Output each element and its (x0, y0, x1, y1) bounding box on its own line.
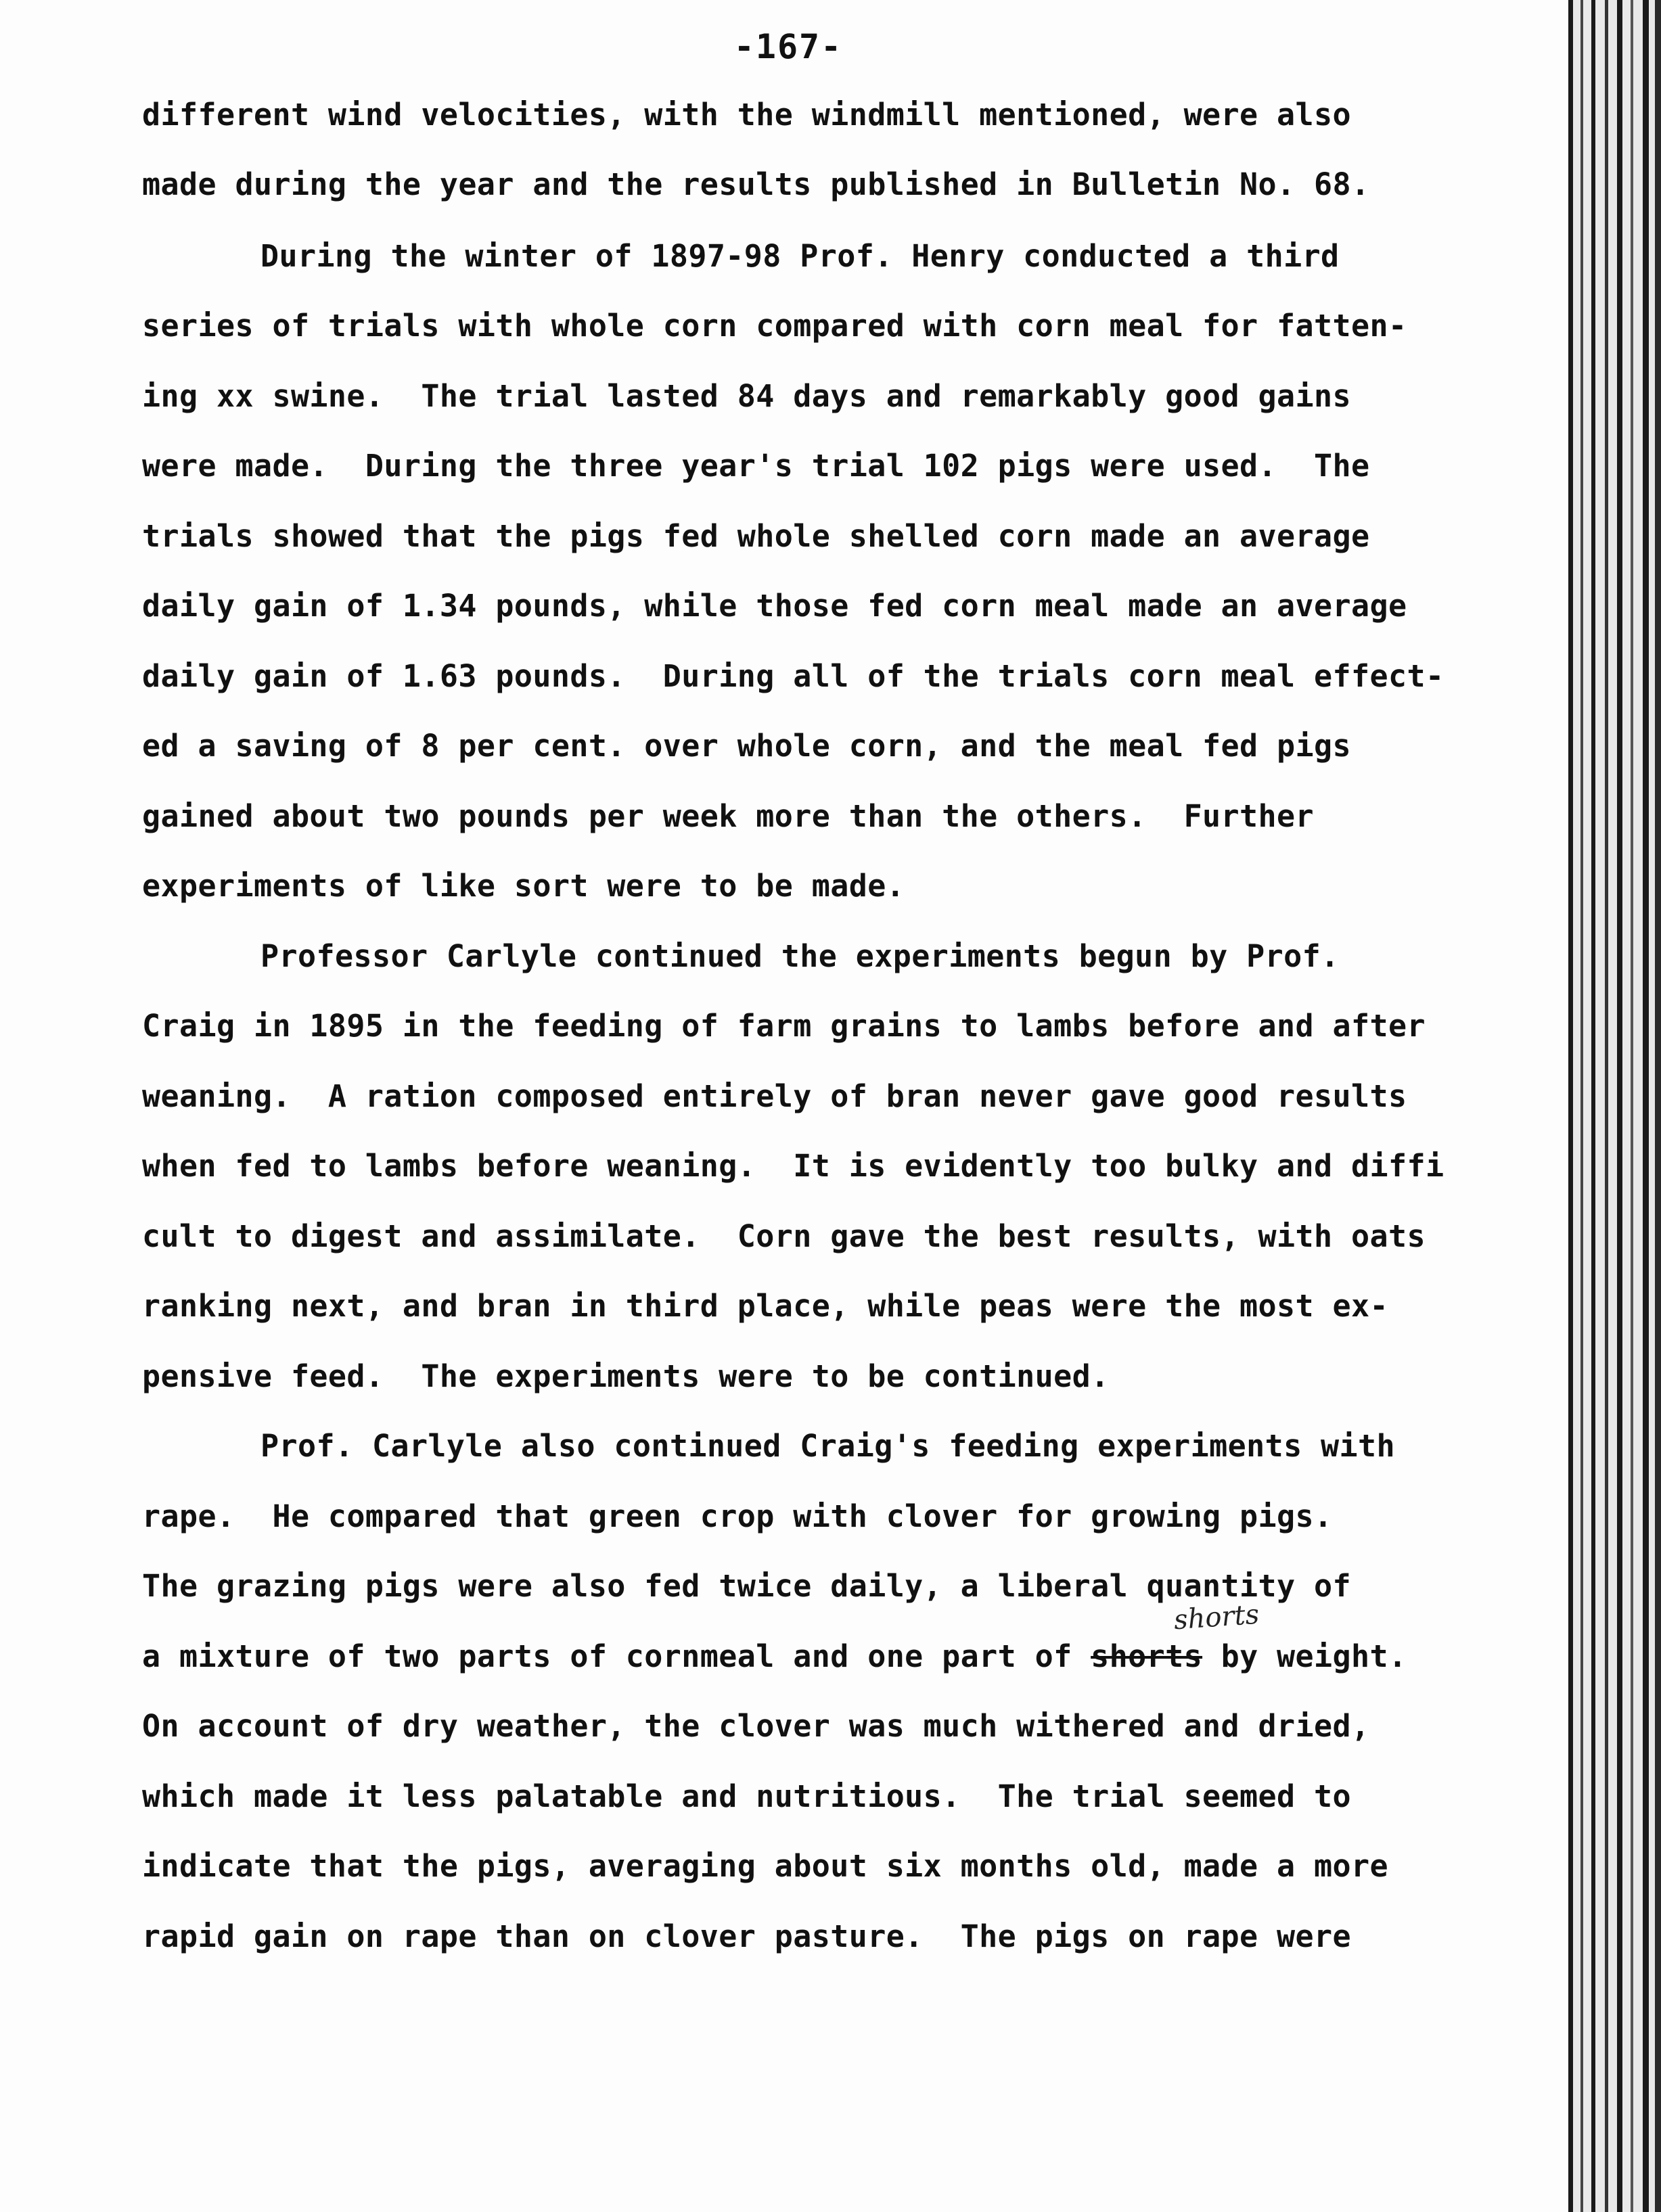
text-line: rape. He compared that green crop with clover for growing pigs. (142, 1498, 1333, 1534)
struck-word: shorts (1091, 1638, 1203, 1674)
text-line: During the winter of 1897-98 Prof. Henry conducted a third (260, 238, 1340, 274)
page-stack-edge (1583, 0, 1591, 2212)
page-edge-line (1655, 0, 1661, 2212)
text-line: experiments of like sort were to be made. (142, 868, 905, 904)
text-line: On account of dry weather, the clover was much withered and dried, (142, 1708, 1370, 1744)
text-line: ranking next, and bran in third place, while peas were the most ex- (142, 1288, 1388, 1324)
text-line: weaning. A ration composed entirely of bran never gave good results (142, 1078, 1407, 1114)
text-line: rapid gain on rape than on clover pasture. The pigs on rape were (142, 1918, 1351, 1954)
text-segment: a mixture of two parts of cornmeal and one part of (142, 1638, 1091, 1674)
text-line: which made it less palatable and nutritious. The trial seemed to (142, 1778, 1351, 1814)
text-line-with-correction (142, 1636, 1407, 1677)
text-line: when fed to lambs before weaning. It is evidently too bulky and diffi (142, 1148, 1444, 1184)
page-stack-edge (1622, 0, 1631, 2212)
page-stack-edge (1633, 0, 1643, 2212)
text-line: were made. During the three year's trial 102 pigs were used. The (142, 448, 1370, 484)
handwritten-correction: shorts (1173, 1598, 1260, 1636)
text-line: series of trials with whole corn compared with corn meal for fatten- (142, 308, 1407, 344)
page-stack-edge (1595, 0, 1605, 2212)
text-segment: by weight. (1202, 1638, 1407, 1674)
text-line: different wind velocities, with the windmill mentioned, were also (142, 97, 1351, 133)
text-line: pensive feed. The experiments were to be continued. (142, 1358, 1110, 1394)
page-edge-line (1617, 0, 1622, 2212)
text-line: ing xx swine. The trial lasted 84 days and remarkably good gains (142, 378, 1351, 414)
text-line: gained about two pounds per week more than the others. Further (142, 798, 1315, 834)
text-line: Craig in 1895 in the feeding of farm grains to lambs before and after (142, 1008, 1426, 1044)
text-line: trials showed that the pigs fed whole shelled corn made an average (142, 518, 1370, 554)
page-edge-line (1643, 0, 1649, 2212)
page-edge-line (1631, 0, 1633, 2212)
text-line: made during the year and the results published in Bulletin No. 68. (142, 166, 1370, 202)
page-stack-edge (1573, 0, 1580, 2212)
page-number: -167- (733, 27, 843, 66)
text-line: cult to digest and assimilate. Corn gave the best results, with oats (142, 1218, 1426, 1254)
page-edge-line (1605, 0, 1608, 2212)
text-line: ed a saving of 8 per cent. over whole corn, and the meal fed pigs (142, 728, 1351, 764)
page-edge-line (1568, 0, 1573, 2212)
text-line: daily gain of 1.63 pounds. During all of the trials corn meal effect- (142, 658, 1444, 694)
text-line: The grazing pigs were also fed twice daily, a liberal quantity of (142, 1568, 1351, 1604)
text-line: Professor Carlyle continued the experiments begun by Prof. (260, 938, 1340, 974)
page-edge-line (1591, 0, 1595, 2212)
page-stack-edge (1649, 0, 1655, 2212)
text-line: indicate that the pigs, averaging about six months old, made a more (142, 1848, 1388, 1884)
page-edge-line (1580, 0, 1583, 2212)
text-line: Prof. Carlyle also continued Craig's feeding experiments with (260, 1428, 1396, 1464)
page-stack-edge (1608, 0, 1617, 2212)
text-line: daily gain of 1.34 pounds, while those fed corn meal made an average (142, 588, 1407, 624)
